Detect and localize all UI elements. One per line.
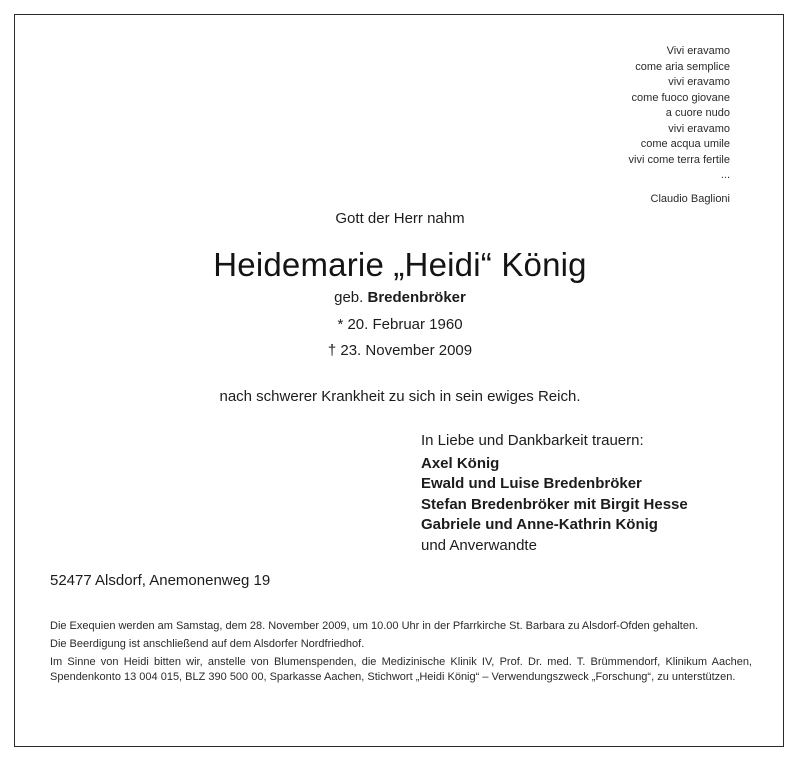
note-paragraph: Im Sinne von Heidi bitten wir, anstelle von Blumenspenden, die Medizinische Klinik IV, Prof. Dr. med. T. Brümmendorf, Klinikum Aachen, Spendenkonto 13 004 015, BLZ 390 500 00, Sparkasse Aachen, Stichwort „Heidi König“ – Verwendungszweck „Forschung“, zu unterstützen.: [50, 656, 752, 683]
poem-line: vivi eravamo: [668, 76, 730, 88]
mourner-name: Gabriele und Anne-Kathrin König: [421, 516, 658, 533]
deceased-name: Heidemarie „Heidi“ König: [213, 246, 587, 283]
mourner-name: Axel König: [421, 454, 500, 472]
mourners-others: und Anverwandte: [421, 536, 537, 554]
poem-line: vivi come terra fertile: [628, 153, 730, 166]
poem-line: vivi eravamo: [668, 122, 730, 135]
mourners-heading: In Liebe und Dankbarkeit trauern:: [421, 432, 644, 449]
poem: [629, 44, 730, 207]
mourner-name: Ewald und Luise Bredenbröker: [421, 475, 642, 492]
birth-name-prefix: geb.: [334, 289, 364, 306]
poem-line: Vivi eravamo: [666, 45, 730, 57]
address: 52477 Alsdorf, Anemonenweg 19: [50, 572, 271, 589]
poem-line: a cuore nudo: [665, 107, 730, 119]
birth-name-line: [0, 289, 800, 306]
note-paragraph: Die Exequien werden am Samstag, dem 28. November 2009, um 10.00 Uhr in der Pfarrkirche St. Barbara zu Alsdorf-Ofden gehalten.: [50, 620, 699, 632]
note-paragraph: Die Beerdigung ist anschließend auf dem Alsdorfer Nordfriedhof.: [50, 638, 365, 650]
funeral-notes: [50, 619, 752, 688]
poem-author: Claudio Baglioni: [650, 192, 730, 205]
closing-line: nach schwerer Krankheit zu sich in sein ewiges Reich.: [219, 388, 581, 405]
mourners-block: [421, 431, 688, 556]
intro-line: Gott der Herr nahm: [335, 210, 465, 227]
death-date: † 23. November 2009: [327, 342, 473, 359]
birth-name: Bredenbröker: [367, 289, 466, 306]
poem-line: ...: [720, 169, 730, 181]
poem-line: come fuoco giovane: [631, 91, 730, 104]
mourner-name: Stefan Bredenbröker mit Birgit Hesse: [421, 495, 688, 513]
poem-line: come acqua umile: [640, 138, 730, 150]
birth-date: * 20. Februar 1960: [337, 316, 463, 333]
poem-line: come aria semplice: [635, 60, 730, 73]
